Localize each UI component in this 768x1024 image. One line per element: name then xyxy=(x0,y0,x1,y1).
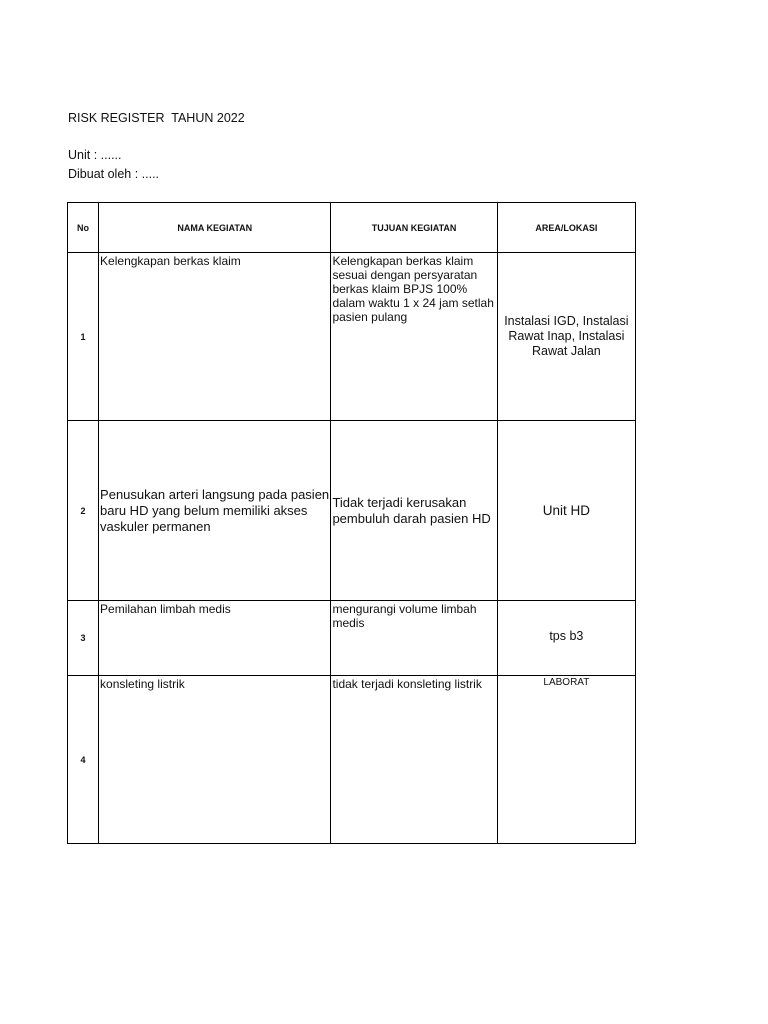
header-activity-name: NAMA KEGIATAN xyxy=(99,203,331,253)
document-title: RISK REGISTER TAHUN 2022 xyxy=(68,111,245,125)
row-number: 4 xyxy=(68,676,99,844)
header-no: No xyxy=(68,203,99,253)
header-area-location: AREA/LOKASI xyxy=(497,203,635,253)
activity-goal-cell: Kelengkapan berkas klaim sesuai dengan persyaratan berkas klaim BPJS 100% dalam waktu 1 x 24 jam setlah pasien pulang xyxy=(331,253,497,421)
activity-name-cell: Kelengkapan berkas klaim xyxy=(99,253,331,421)
row-number: 3 xyxy=(68,601,99,676)
area-location-cell: Instalasi IGD, Instalasi Rawat Inap, Instalasi Rawat Jalan xyxy=(497,253,635,421)
risk-register-table xyxy=(67,202,636,844)
activity-name-cell: Penusukan arteri langsung pada pasien baru HD yang belum memiliki akses vaskuler permanen xyxy=(99,421,331,601)
area-location-cell: tps b3 xyxy=(497,601,635,676)
activity-name-cell: konsleting listrik xyxy=(99,676,331,844)
author-line: Dibuat oleh : ..... xyxy=(68,167,160,181)
table-header-row xyxy=(68,203,636,253)
unit-line: Unit : ...... xyxy=(68,148,122,162)
row-number: 2 xyxy=(68,421,99,601)
area-location-cell: LABORAT xyxy=(497,676,635,844)
header-activity-goal: TUJUAN KEGIATAN xyxy=(331,203,497,253)
table-row xyxy=(68,421,636,601)
activity-name-cell: Pemilahan limbah medis xyxy=(99,601,331,676)
table-row xyxy=(68,676,636,844)
area-location-cell: Unit HD xyxy=(497,421,635,601)
activity-goal-cell: tidak terjadi konsleting listrik xyxy=(331,676,497,844)
row-number: 1 xyxy=(68,253,99,421)
table-row xyxy=(68,601,636,676)
activity-goal-cell: Tidak terjadi kerusakan pembuluh darah pasien HD xyxy=(331,421,497,601)
activity-goal-cell: mengurangi volume limbah medis xyxy=(331,601,497,676)
table-row xyxy=(68,253,636,421)
